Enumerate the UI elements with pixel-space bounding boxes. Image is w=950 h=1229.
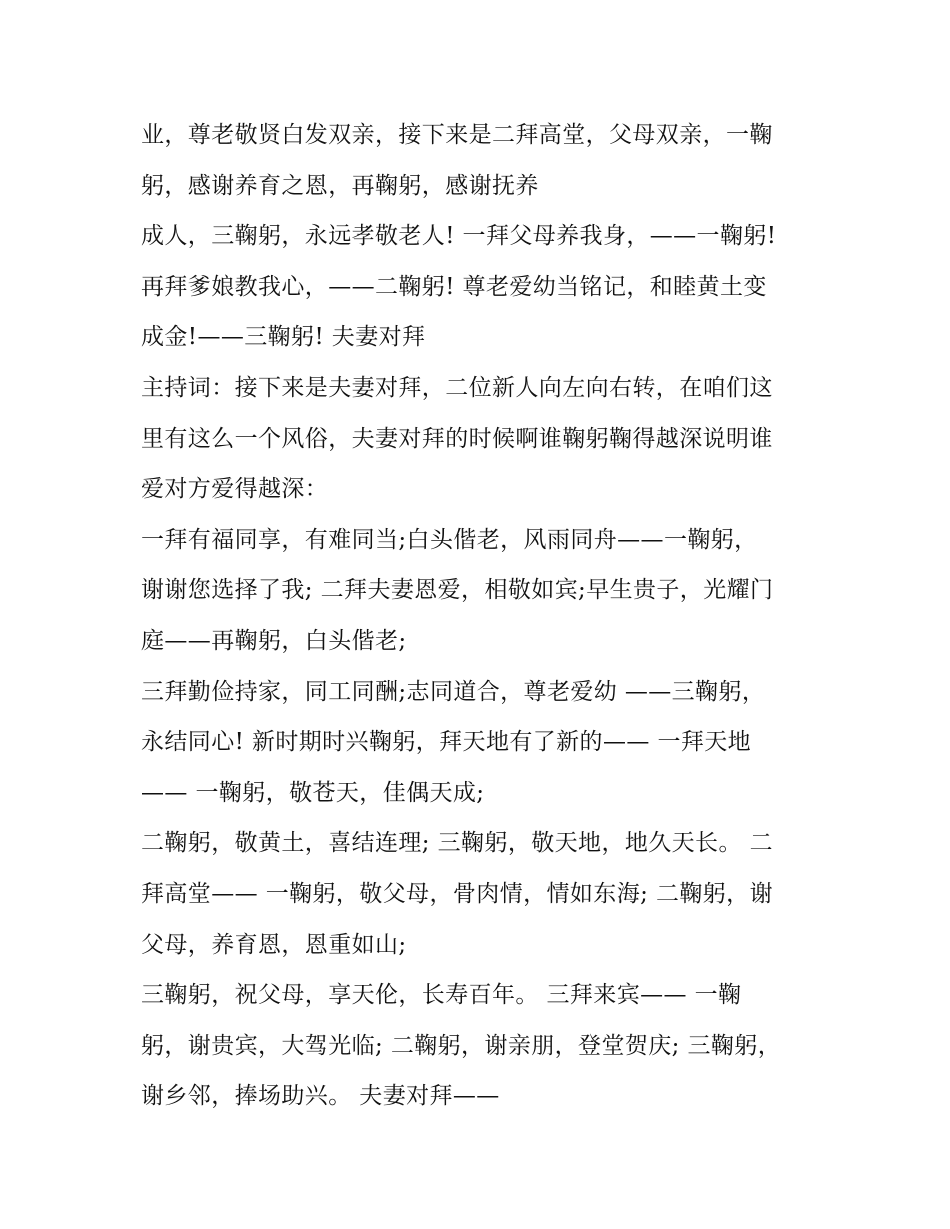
text-line: 主持词：接下来是夫妻对拜，二位新人向左向右转，在咱们这 xyxy=(141,374,773,401)
text-line: 谢谢您选择了我; 二拜夫妻恩爱，相敬如宾;早生贵子，光耀门 xyxy=(141,577,774,604)
text-line: 谢乡邻，捧场助兴。 夫妻对拜—— xyxy=(141,1083,500,1110)
text-line: 二鞠躬，敬黄土，喜结连理; 三鞠躬，敬天地，地久天长。 二 xyxy=(141,830,773,857)
text-line: 躬，谢贵宾，大驾光临; 二鞠躬，谢亲朋，登堂贺庆; 三鞠躬， xyxy=(141,1032,782,1059)
text-line: —— 一鞠躬，敬苍天，佳偶天成; xyxy=(141,779,485,806)
text-line: 业，尊老敬贤白发双亲，接下来是二拜高堂，父母双亲，一鞠 xyxy=(141,122,773,148)
text-line: 三拜勤俭持家，同工同酬;志同道合，尊老爱幼 ——三鞠躬， xyxy=(141,678,766,705)
text-line: 一拜有福同享，有难同当;白头偕老，风雨同舟——一鞠躬， xyxy=(141,526,758,553)
text-line: 拜高堂—— 一鞠躬，敬父母，骨肉情，情如东海; 二鞠躬，谢 xyxy=(141,880,773,907)
document-text xyxy=(141,110,821,1122)
text-line: 永结同心! 新时期时兴鞠躬，拜天地有了新的—— 一拜天地 xyxy=(141,729,752,756)
text-line: 成人，三鞠躬，永远孝敬老人! 一拜父母养我身，——一鞠躬! xyxy=(141,223,777,250)
text-line: 里有这么一个风俗，夫妻对拜的时候啊谁鞠躬鞠得越深说明谁 xyxy=(141,425,773,452)
text-line: 父母，养育恩，恩重如山; xyxy=(141,931,407,958)
text-line: 再拜爹娘教我心，——二鞠躬! 尊老爱幼当铭记，和睦黄土变 xyxy=(141,273,767,300)
text-line: 成金!——三鞠躬! 夫妻对拜 xyxy=(141,324,426,351)
text-line: 三鞠躬，祝父母，享天伦，长寿百年。 三拜来宾—— 一鞠 xyxy=(141,982,742,1009)
text-line: 庭——再鞠躬，白头偕老; xyxy=(141,627,407,654)
text-line: 爱对方爱得越深： xyxy=(141,476,329,503)
text-line: 躬，感谢养育之恩，再鞠躬，感谢抚养 xyxy=(141,172,539,199)
